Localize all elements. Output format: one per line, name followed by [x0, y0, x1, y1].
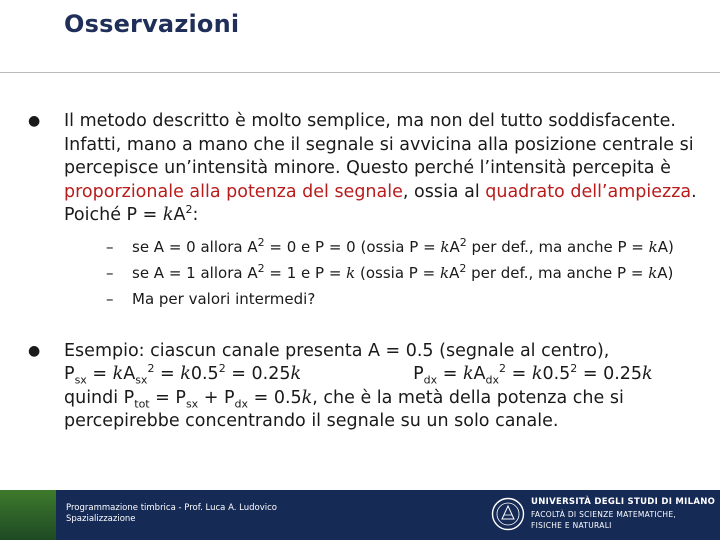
total-plus: + P [198, 387, 235, 408]
formula-exponent: 2 [185, 203, 193, 217]
sub-text: per def., ma anche P = [466, 263, 649, 282]
psx-asub: sx [135, 373, 148, 387]
pdx-asup: 2 [499, 362, 507, 376]
pdx-valsup: 2 [570, 362, 578, 376]
total-eq: = P [149, 387, 186, 408]
footer-topic: Spazializzazione [66, 514, 136, 524]
highlight-amplitude-square: quadrato dell’ampiezza [485, 181, 692, 202]
bullet1-text-1: Il metodo descritto è molto semplice, ma non del tutto soddisfacente. Infatti, mano a mano che il segnale si avvicina alla posizione centrale si percepisce un’intensità minore. Questo perché l’intensità percepita è [64, 111, 694, 178]
pdx-asub: dx [485, 373, 500, 387]
footer-course: Programmazione timbrica - Prof. Luca A. Ludovico [66, 503, 277, 513]
bullet1-text-3: . [691, 181, 697, 202]
sub-text: A) [657, 263, 674, 282]
bullet-dot-icon: ● [28, 113, 41, 129]
pdx-a: A [473, 364, 486, 384]
formula-suffix: : [192, 205, 199, 225]
psx-val: 0.5 [190, 364, 219, 384]
psx-eq3: = 0.25 [225, 364, 291, 384]
sub-text: se A = 1 allora A [132, 263, 258, 282]
total-sx: sx [185, 397, 199, 410]
sub-k: k [648, 237, 658, 256]
sub-sup: 2 [459, 235, 467, 249]
sub-k: k [439, 263, 450, 282]
sub-k: k [648, 263, 658, 282]
total-sub: tot [134, 397, 150, 410]
pdx-eq2: = [506, 364, 532, 384]
example-line1: Esempio: ciascun canale presenta A = 0.5 (segnale al centro), [64, 340, 610, 361]
page-title: Osservazioni [64, 10, 240, 38]
slide-content [28, 110, 708, 434]
psx-k3: k [290, 364, 302, 384]
sub-k: k [346, 263, 356, 282]
sub-text: = 1 e P = [264, 263, 347, 282]
pdx-k3: k [642, 364, 653, 384]
pdx-formula [413, 362, 653, 387]
dash-icon: – [106, 263, 114, 282]
logo-faculty-2: FISICHE E NATURALI [531, 521, 612, 530]
bullet-example [28, 340, 708, 434]
sub-sup: 2 [459, 261, 467, 275]
pdx-k2: k [531, 364, 543, 384]
footer-green-accent [0, 490, 56, 540]
bullet-dot-icon: ● [28, 342, 41, 359]
title-divider [0, 72, 720, 73]
sub-k: k [440, 237, 450, 256]
sub-text: per def., ma anche P = [466, 237, 649, 256]
university-seal-icon [491, 497, 525, 531]
total-prefix: quindi P [64, 387, 135, 408]
psx-eq2: = [154, 364, 181, 384]
pdx-eq: = [437, 364, 463, 384]
logo-faculty: FACOLTÀ DI SCIENZE MATEMATICHE, [531, 510, 677, 519]
logo-university: UNIVERSITÀ DEGLI STUDI DI MILANO [531, 497, 716, 507]
sub-text: (ossia P = [355, 263, 440, 282]
bullet-observation [28, 110, 708, 312]
dash-icon: – [106, 289, 114, 308]
pdx-k: k [462, 364, 474, 384]
pdx-val: 0.5 [542, 364, 571, 384]
footer-text [66, 503, 277, 525]
total-rest: , che è la metà della potenza che si percepirebbe concentrando il segnale su un solo canale. [64, 387, 624, 431]
psx-eq: = [86, 364, 113, 384]
sub-item-a-one [100, 260, 708, 286]
psx-asup: 2 [147, 362, 155, 376]
formula-a: A [173, 205, 186, 225]
sub-item-a-zero [100, 234, 708, 260]
total-dx: dx [234, 397, 249, 410]
psx-p: P [64, 364, 75, 384]
highlight-power: proporzionale alla potenza del segnale [64, 181, 403, 202]
psx-k2: k [180, 364, 191, 384]
pdx-eq3: = 0.25 [577, 364, 643, 384]
sub-sup: 2 [257, 261, 265, 275]
formula-prefix: Poiché P = [64, 205, 163, 225]
bullet1-text-2: , ossia al [402, 181, 486, 202]
sub-text: A [449, 237, 460, 256]
psx-formula [64, 362, 302, 387]
sub-list [100, 234, 708, 312]
footer-bar [0, 490, 720, 540]
sub-item-intermediate [100, 286, 708, 312]
sub-text: Ma per valori intermedi? [132, 289, 316, 308]
university-logo [487, 493, 716, 537]
sub-text: se A = 0 allora A [132, 237, 258, 256]
total-val: = 0.5 [248, 387, 302, 408]
pdx-sub: dx [423, 373, 438, 387]
psx-k: k [112, 364, 124, 384]
sub-text: = 0 e P = 0 (ossia P = [264, 237, 441, 256]
total-k: k [301, 387, 313, 408]
psx-valsup: 2 [218, 362, 226, 376]
dash-icon: – [106, 237, 114, 256]
pdx-p: P [413, 364, 424, 384]
sub-text: A [449, 263, 460, 282]
sub-text: A) [657, 237, 674, 256]
psx-a: A [123, 364, 136, 384]
formula-k: k [162, 205, 174, 225]
psx-sub: sx [74, 373, 87, 387]
sub-sup: 2 [257, 235, 265, 249]
